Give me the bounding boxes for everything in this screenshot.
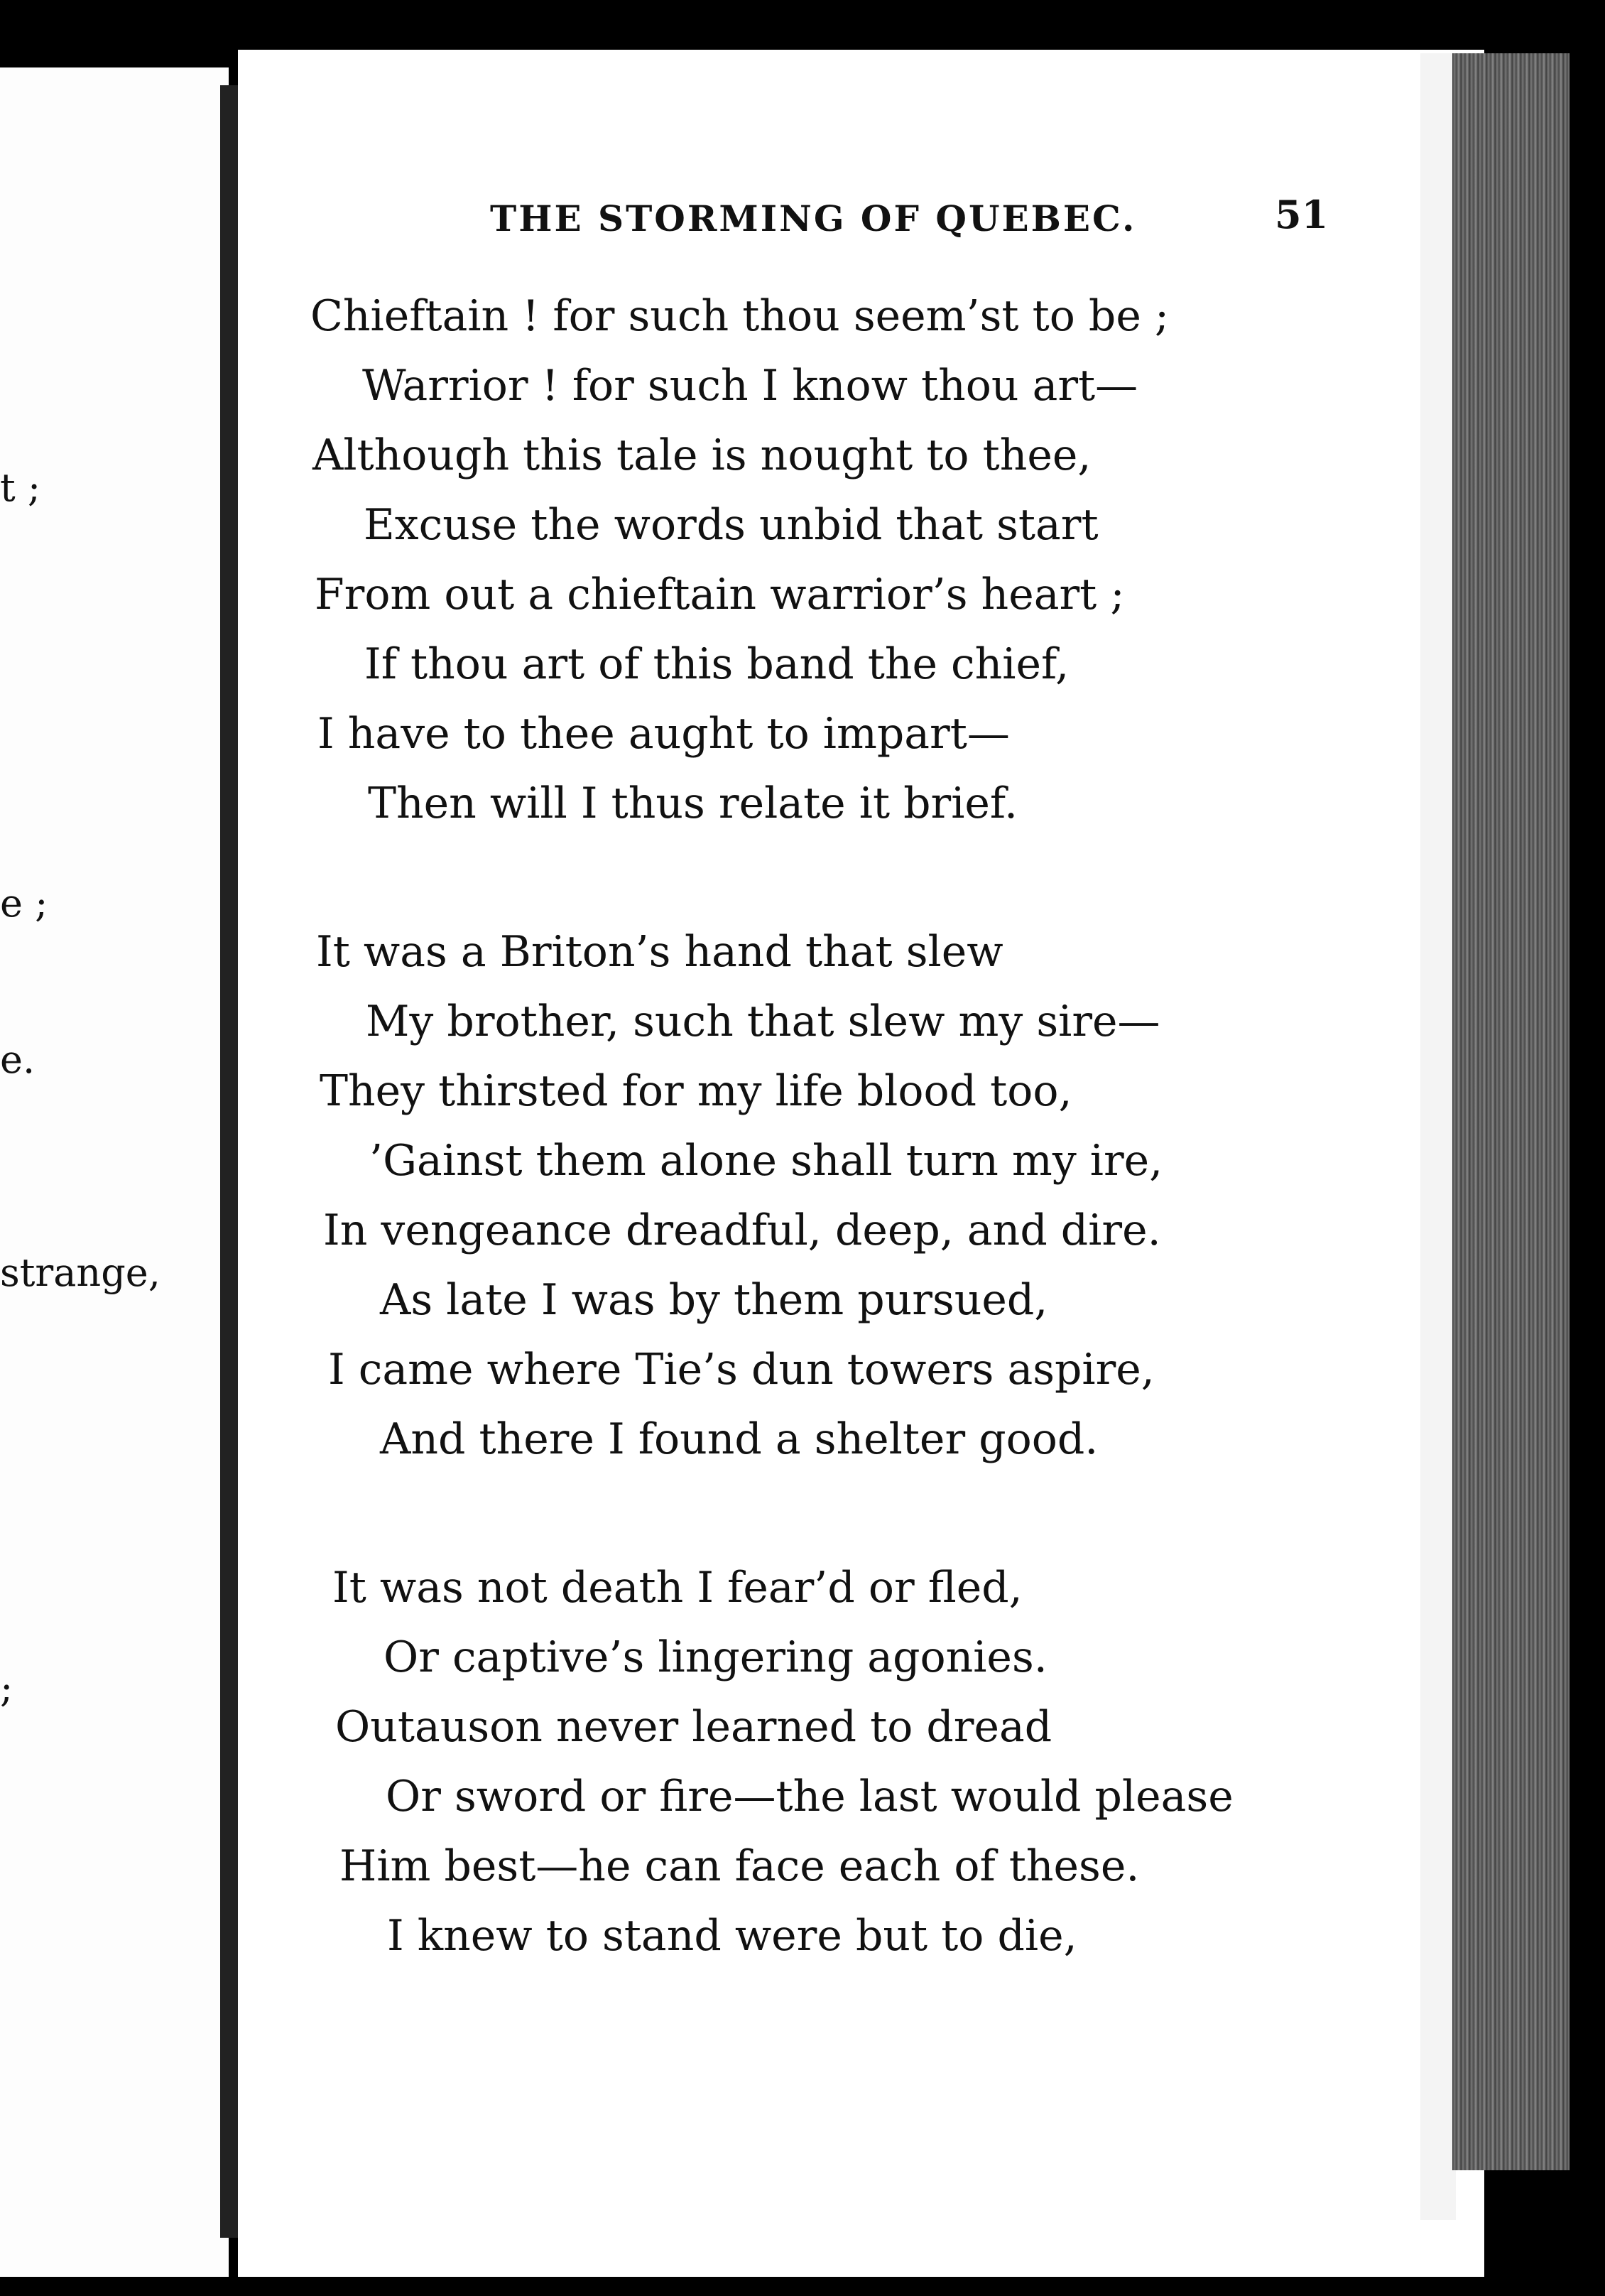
verse-line: Chieftain ! for such thou seem’st to be ; <box>310 291 1170 341</box>
verse-line: Then will I thus relate it brief. <box>368 779 1018 828</box>
page-margin <box>1420 53 1456 2220</box>
verse-line: I have to thee aught to impart— <box>317 709 1010 759</box>
verse-line: Outauson never learned to dread <box>335 1702 1052 1752</box>
left-page-fragment: e ; <box>0 881 48 926</box>
verse-line: I knew to stand were but to die, <box>387 1911 1077 1961</box>
verse-line: I came where Tie’s dun towers aspire, <box>328 1345 1155 1395</box>
page-stack-edge <box>1452 53 1569 2170</box>
verse-line: ’Gainst them alone shall turn my ire, <box>369 1136 1163 1186</box>
verse-line: Excuse the words unbid that start <box>364 500 1099 550</box>
verse-line: My brother, such that slew my sire— <box>366 997 1160 1046</box>
left-page-fragment: t ; <box>0 465 41 510</box>
verse-line: In vengeance dreadful, deep, and dire. <box>323 1206 1161 1255</box>
verse-line: From out a chieftain warrior’s heart ; <box>315 570 1125 619</box>
verse-line: Although this tale is nought to thee, <box>312 430 1092 480</box>
page-number: 51 <box>1275 192 1329 237</box>
left-facing-page <box>0 67 229 2277</box>
left-page-fragment: ; <box>0 1666 13 1711</box>
verse-line: Him best—he can face each of these. <box>339 1841 1140 1891</box>
left-page-fragment: strange, <box>0 1250 160 1295</box>
running-title: THE STORMING OF QUEBEC. <box>490 197 1137 239</box>
left-page-fragment: e. <box>0 1037 36 1082</box>
verse-line: Warrior ! for such I know thou art— <box>362 361 1138 411</box>
verse-line: If thou art of this band the chief, <box>364 639 1070 689</box>
verse-line: It was a Briton’s hand that slew <box>316 927 1003 977</box>
verse-line: They thirsted for my life blood too, <box>320 1066 1072 1116</box>
verse-line: Or sword or fire—the last would please <box>386 1772 1234 1821</box>
verse-line: Or captive’s lingering agonies. <box>383 1632 1048 1682</box>
verse-line: And there I found a shelter good. <box>380 1414 1099 1464</box>
verse-line: It was not death I fear’d or fled, <box>332 1563 1023 1613</box>
verse-line: As late I was by them pursued, <box>380 1275 1048 1325</box>
